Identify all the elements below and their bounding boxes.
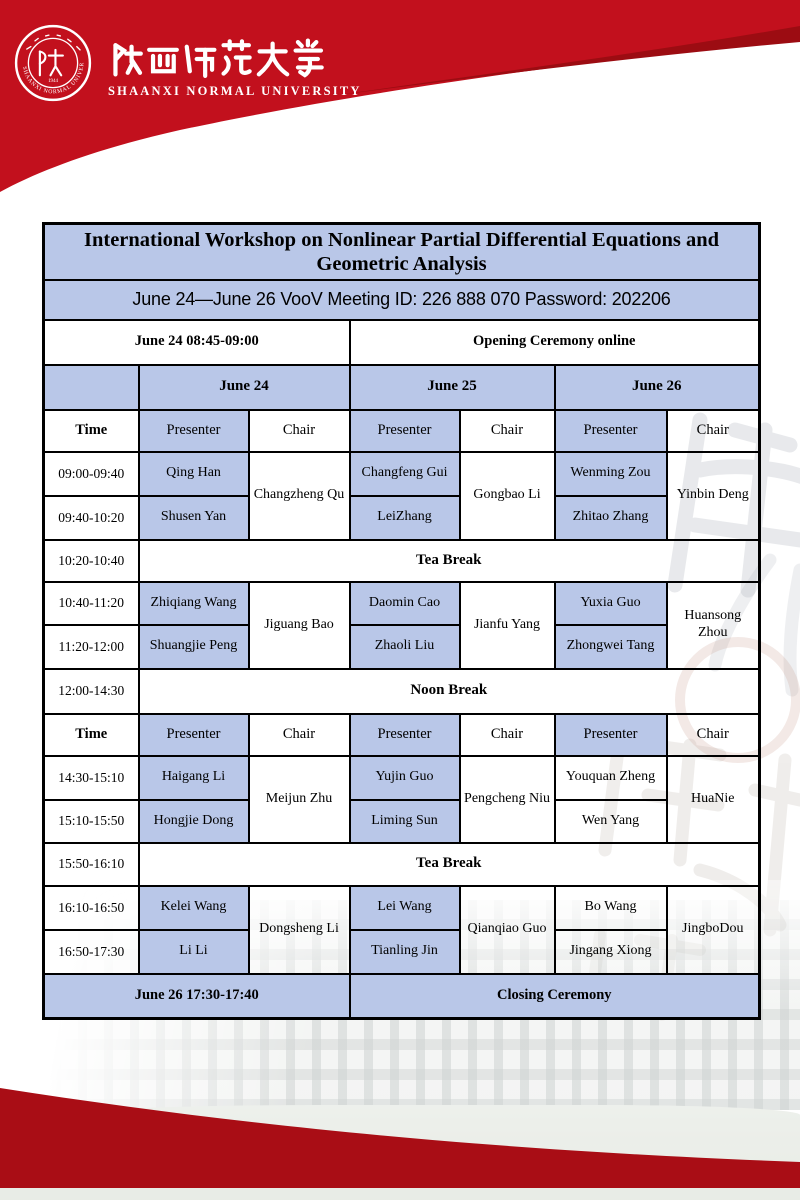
- day-header-june26: June 26: [555, 365, 760, 410]
- day-header-june25: June 25: [350, 365, 555, 410]
- chair-cell: Meijun Zhu: [249, 756, 350, 843]
- break-label-cell: Tea Break: [139, 540, 760, 582]
- presenter-header-cell: Presenter: [350, 410, 460, 452]
- time-cell: 10:20-10:40: [44, 540, 139, 582]
- time-header-cell: Time: [44, 714, 139, 756]
- chair-cell: Jianfu Yang: [460, 582, 555, 669]
- presenter-cell: Changfeng Gui: [350, 452, 460, 496]
- presenter-cell: Zhongwei Tang: [555, 625, 667, 669]
- chair-cell: Yinbin Deng: [667, 452, 760, 540]
- break-label-cell: Noon Break: [139, 669, 760, 714]
- presenter-cell: Yujin Guo: [350, 756, 460, 800]
- presenter-cell: Wen Yang: [555, 800, 667, 843]
- chair-cell: Gongbao Li: [460, 452, 555, 540]
- empty-corner-cell: [44, 365, 139, 410]
- seal-year: 1944: [48, 78, 58, 84]
- presenter-header-cell: Presenter: [139, 410, 249, 452]
- chair-cell: JingboDou: [667, 886, 760, 974]
- closing-time-cell: June 26 17:30-17:40: [44, 974, 350, 1019]
- time-cell: 11:20-12:00: [44, 625, 139, 669]
- presenter-cell: LeiZhang: [350, 496, 460, 540]
- seal-center-character: [40, 50, 63, 75]
- opening-time-cell: June 24 08:45-09:00: [44, 320, 350, 365]
- presenter-cell: Jingang Xiong: [555, 930, 667, 974]
- chair-header-cell: Chair: [667, 410, 760, 452]
- presenter-cell: Haigang Li: [139, 756, 249, 800]
- closing-ceremony-cell: Closing Ceremony: [350, 974, 760, 1019]
- time-cell: 09:00-09:40: [44, 452, 139, 496]
- seal-ring-text: SHAANXI NORMAL UNIVERSITY: [20, 59, 86, 96]
- presenter-cell: Li Li: [139, 930, 249, 974]
- presenter-cell: Kelei Wang: [139, 886, 249, 930]
- schedule-table: [42, 222, 761, 1020]
- presenter-cell: Shuangjie Peng: [139, 625, 249, 669]
- presenter-cell: Zhaoli Liu: [350, 625, 460, 669]
- presenter-header-cell: Presenter: [555, 410, 667, 452]
- presenter-cell: Wenming Zou: [555, 452, 667, 496]
- presenter-cell: Liming Sun: [350, 800, 460, 843]
- chair-cell: Changzheng Qu: [249, 452, 350, 540]
- university-brand: [12, 22, 362, 104]
- presenter-cell: Youquan Zheng: [555, 756, 667, 800]
- time-cell: 09:40-10:20: [44, 496, 139, 540]
- time-cell: 15:10-15:50: [44, 800, 139, 843]
- presenter-header-cell: Presenter: [139, 714, 249, 756]
- chair-cell: Dongsheng Li: [249, 886, 350, 974]
- presenter-header-cell: Presenter: [555, 714, 667, 756]
- presenter-cell: Daomin Cao: [350, 582, 460, 625]
- presenter-cell: Lei Wang: [350, 886, 460, 930]
- time-cell: 16:10-16:50: [44, 886, 139, 930]
- presenter-cell: Yuxia Guo: [555, 582, 667, 625]
- opening-ceremony-cell: Opening Ceremony online: [350, 320, 760, 365]
- presenter-header-cell: Presenter: [350, 714, 460, 756]
- chair-header-cell: Chair: [460, 410, 555, 452]
- chair-cell: Huansong Zhou: [667, 582, 760, 669]
- time-cell: 12:00-14:30: [44, 669, 139, 714]
- svg-text:SHAANXI NORMAL UNIVERSITY: [21, 59, 86, 95]
- chair-header-cell: Chair: [249, 714, 350, 756]
- time-cell: 10:40-11:20: [44, 582, 139, 625]
- chair-cell: Jiguang Bao: [249, 582, 350, 669]
- meeting-info-cell: June 24—June 26 VooV Meeting ID: 226 888 070 Password: 202206: [44, 280, 760, 320]
- presenter-cell: Hongjie Dong: [139, 800, 249, 843]
- chair-header-cell: Chair: [460, 714, 555, 756]
- time-cell: 14:30-15:10: [44, 756, 139, 800]
- chair-cell: Qianqiao Guo: [460, 886, 555, 974]
- workshop-title-cell: International Workshop on Nonlinear Partial Differential Equations and Geometric Analysis: [44, 224, 760, 280]
- break-label-cell: Tea Break: [139, 843, 760, 886]
- chair-header-cell: Chair: [249, 410, 350, 452]
- presenter-cell: Qing Han: [139, 452, 249, 496]
- footer-red-swoosh: [0, 1000, 800, 1200]
- time-cell: 15:50-16:10: [44, 843, 139, 886]
- presenter-cell: Shusen Yan: [139, 496, 249, 540]
- presenter-cell: Tianling Jin: [350, 930, 460, 974]
- presenter-cell: Bo Wang: [555, 886, 667, 930]
- university-name-english: SHAANXI NORMAL UNIVERSITY: [108, 84, 362, 98]
- university-seal-logo: [12, 22, 94, 104]
- day-header-june24: June 24: [139, 365, 350, 410]
- presenter-cell: Zhiqiang Wang: [139, 582, 249, 625]
- university-names: [108, 22, 362, 99]
- presenter-cell: Zhitao Zhang: [555, 496, 667, 540]
- time-header-cell: Time: [44, 410, 139, 452]
- chair-cell: Pengcheng Niu: [460, 756, 555, 843]
- chair-header-cell: Chair: [667, 714, 760, 756]
- university-name-chinese: [108, 36, 333, 82]
- time-cell: 16:50-17:30: [44, 930, 139, 974]
- chair-cell: HuaNie: [667, 756, 760, 843]
